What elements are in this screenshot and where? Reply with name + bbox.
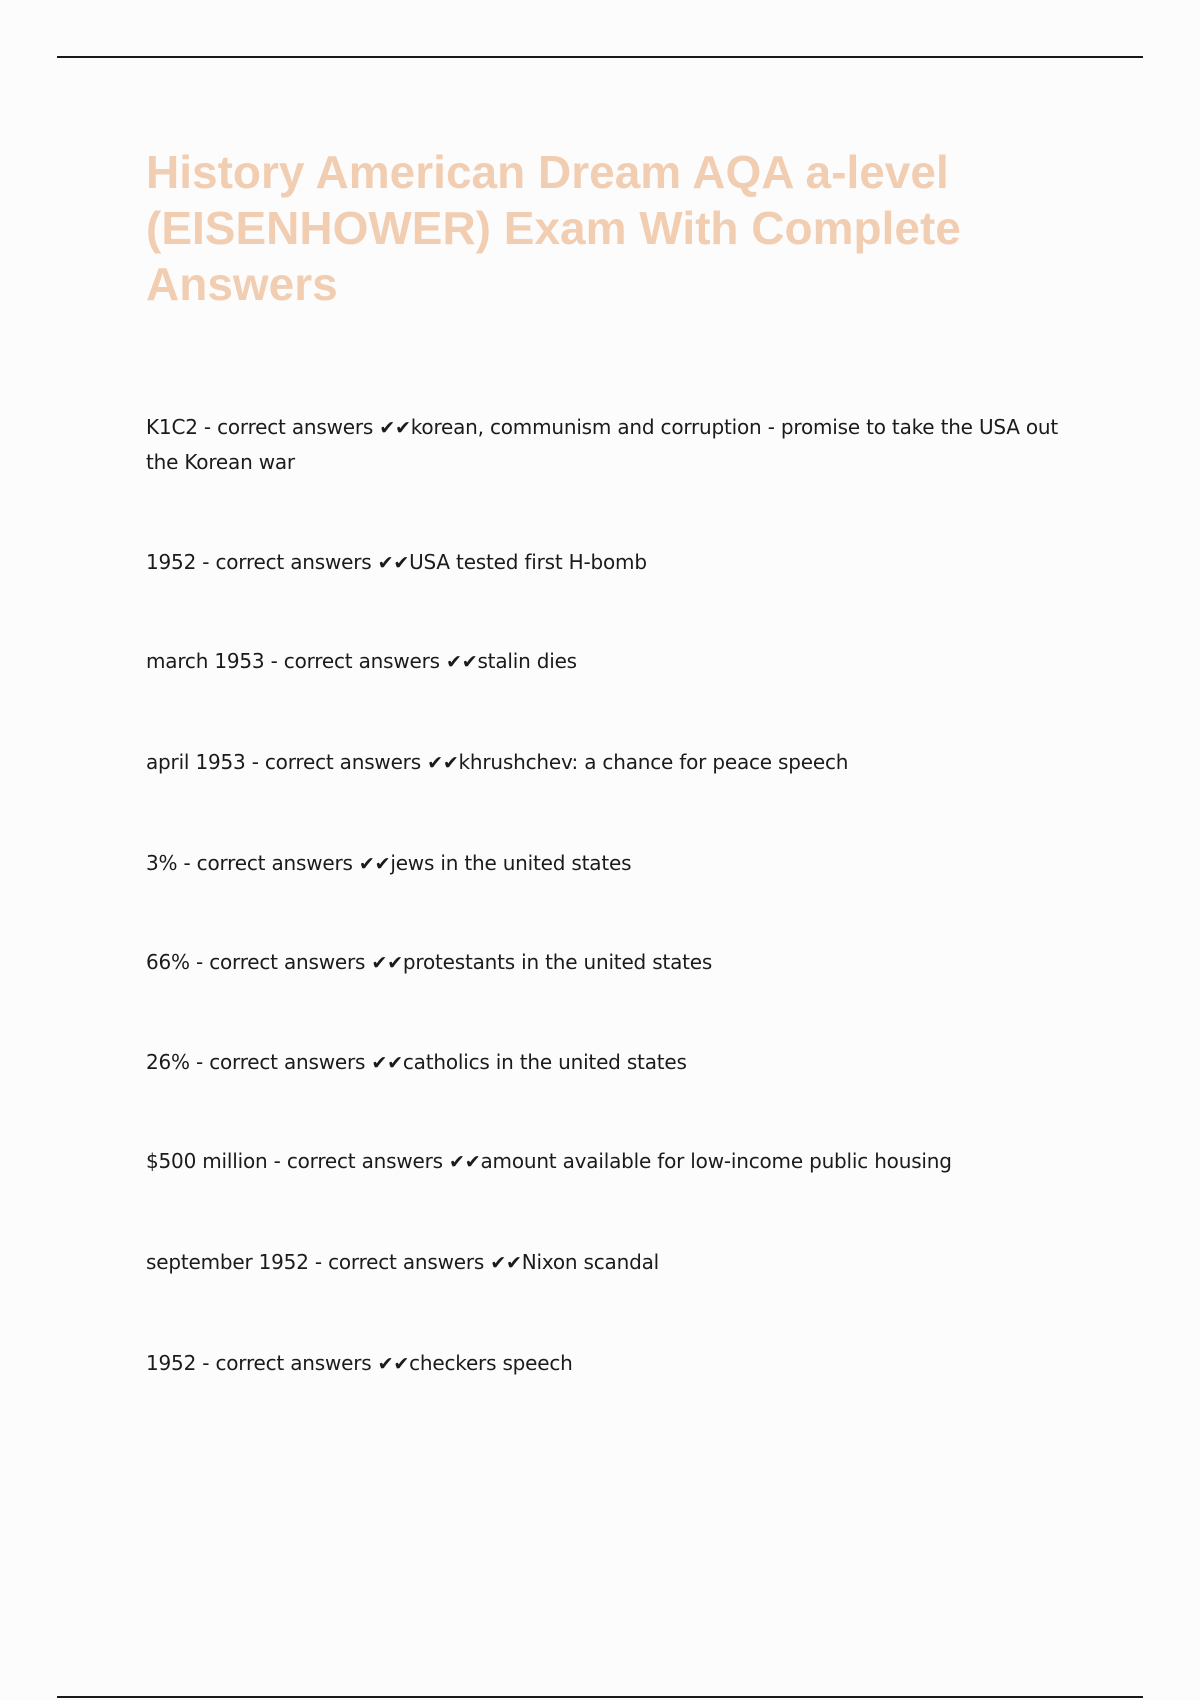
- qa-answer: korean, communism and corruption - promise to take the USA out the Korean war: [146, 415, 1059, 474]
- qa-term: K1C2: [146, 415, 198, 439]
- qa-term: 66%: [146, 950, 190, 974]
- qa-answer: checkers speech: [409, 1351, 573, 1375]
- qa-term: 1952: [146, 550, 197, 574]
- double-check-icon: ✔✔: [377, 552, 410, 574]
- double-check-icon: ✔✔: [379, 417, 411, 439]
- double-check-icon: ✔✔: [446, 651, 478, 673]
- double-check-icon: ✔✔: [358, 853, 391, 875]
- qa-separator: - correct answers: [189, 950, 372, 974]
- qa-separator: - correct answers: [189, 1050, 372, 1074]
- double-check-icon: ✔✔: [490, 1252, 522, 1274]
- qa-item: [146, 545, 1086, 580]
- qa-term: 1952: [146, 1351, 197, 1375]
- qa-item: [146, 410, 1086, 479]
- qa-item: [146, 644, 1086, 679]
- bottom-rule: [57, 1696, 1143, 1698]
- double-check-icon: ✔✔: [371, 952, 403, 974]
- qa-term: september 1952: [146, 1250, 309, 1274]
- page-title: History American Dream AQA a-level (EISENHOWER) Exam With Complete Answers: [146, 146, 961, 310]
- qa-term: 3%: [146, 851, 178, 875]
- qa-separator: - correct answers: [267, 1149, 450, 1173]
- qa-answer: protestants in the united states: [402, 950, 713, 974]
- double-check-icon: ✔✔: [427, 752, 459, 774]
- qa-item: [146, 945, 1086, 980]
- qa-answer: jews in the united states: [390, 851, 632, 875]
- double-check-icon: ✔✔: [371, 1052, 403, 1074]
- qa-item: [146, 1245, 1086, 1280]
- qa-separator: - correct answers: [245, 750, 428, 774]
- qa-answer: amount available for low-income public housing: [480, 1149, 952, 1173]
- qa-separator: - correct answers: [197, 415, 380, 439]
- double-check-icon: ✔✔: [449, 1151, 481, 1173]
- qa-item: [146, 1045, 1086, 1080]
- qa-answer: catholics in the united states: [402, 1050, 687, 1074]
- top-rule: [57, 56, 1143, 58]
- qa-term: april 1953: [146, 750, 246, 774]
- qa-answer: USA tested first H-bomb: [409, 550, 647, 574]
- qa-separator: - correct answers: [264, 649, 446, 673]
- qa-separator: - correct answers: [177, 851, 359, 875]
- qa-item: [146, 745, 1086, 780]
- qa-separator: - correct answers: [196, 550, 378, 574]
- qa-item: [146, 846, 1086, 881]
- double-check-icon: ✔✔: [377, 1353, 410, 1375]
- qa-separator: - correct answers: [196, 1351, 378, 1375]
- qa-answer: khrushchev: a chance for peace speech: [458, 750, 849, 774]
- qa-answer: stalin dies: [477, 649, 577, 673]
- qa-term: $500 million: [146, 1149, 268, 1173]
- qa-term: march 1953: [146, 649, 265, 673]
- qa-item: [146, 1144, 1086, 1179]
- qa-item: [146, 1346, 1086, 1381]
- qa-separator: - correct answers: [308, 1250, 491, 1274]
- qa-answer: Nixon scandal: [521, 1250, 659, 1274]
- qa-term: 26%: [146, 1050, 190, 1074]
